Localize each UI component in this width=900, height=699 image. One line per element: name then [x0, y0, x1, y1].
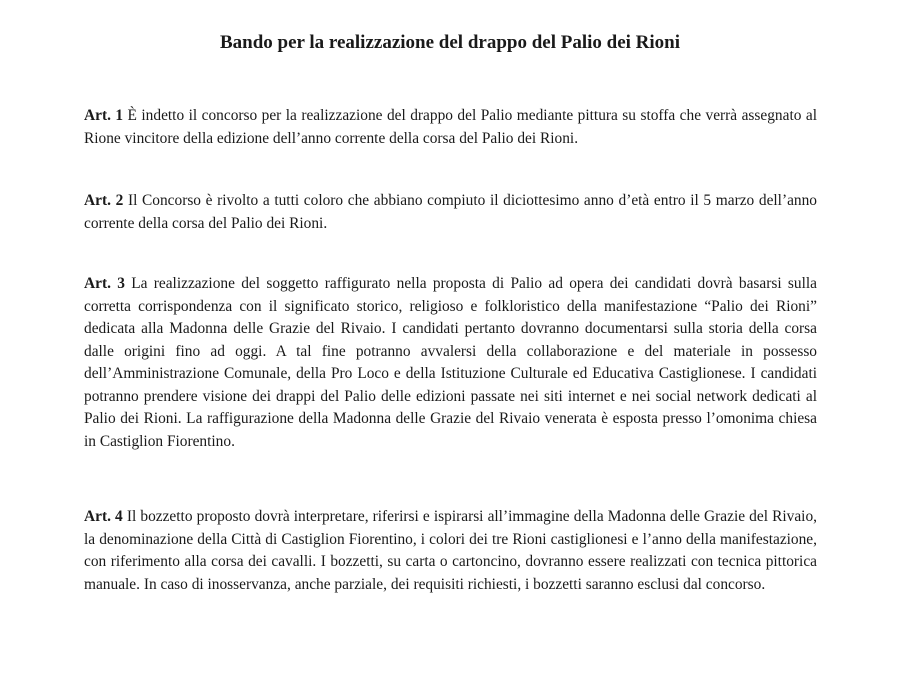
article-1-label: Art. 1 — [84, 107, 124, 124]
article-4-label: Art. 4 — [84, 508, 123, 525]
article-4 — [84, 506, 817, 596]
document-title: Bando per la realizzazione del drappo del Palio dei Rioni — [219, 32, 681, 53]
article-2-text: Il Concorso è rivolto a tutti coloro che abbiano compiuto il diciottesimo anno d’età entro il 5 marzo dell’anno corrente della corsa del Palio dei Rioni. — [84, 192, 817, 232]
article-3-text: La realizzazione del soggetto raffigurato nella proposta di Palio ad opera dei candidati dovrà basarsi sulla corretta corrispondenza con il significato storico, religioso e folkloristico della manifestazione “Palio dei Rioni” dedicata alla Madonna delle Grazie del Rivaio. I candidati pertanto dovranno documentarsi sulla storia della corsa dalle origini fino ad oggi. A tal fine potranno avvalersi della collaborazione e del materiale in possesso dell’Amministrazione Comunale, della Pro Loco e della Istituzione Culturale ed Educativa Castiglionese. I candidati potranno prendere visione dei drappi del Palio delle edizioni passate nei siti internet e nei social network dedicati al Palio dei Rioni. La raffigurazione della Madonna delle Grazie del Rivaio venerata è esposta presso l’omonima chiesa in Castiglion Fiorentino. — [84, 275, 817, 450]
article-2 — [84, 190, 817, 235]
article-2-label: Art. 2 — [84, 192, 124, 209]
article-1-text: È indetto il concorso per la realizzazione del drappo del Palio mediante pittura su stoffa che verrà assegnato al Rione vincitore della edizione dell’anno corrente della corsa del Palio dei Rioni. — [84, 107, 817, 147]
article-3 — [84, 273, 817, 453]
article-1 — [84, 105, 817, 150]
article-3-label: Art. 3 — [84, 275, 125, 292]
article-4-text: Il bozzetto proposto dovrà interpretare, riferirsi e ispirarsi all’immagine della Madonna delle Grazie del Rivaio, la denominazione della Città di Castiglion Fiorentino, i colori dei tre Rioni castiglionesi e l’anno della manifestazione, con riferimento alla corsa dei cavalli. I bozzetti, su carta o cartoncino, dovranno essere realizzati con tecnica pittorica manuale. In caso di inosservanza, anche parziale, dei requisiti richiesti, i bozzetti saranno esclusi dal concorso. — [84, 508, 817, 593]
